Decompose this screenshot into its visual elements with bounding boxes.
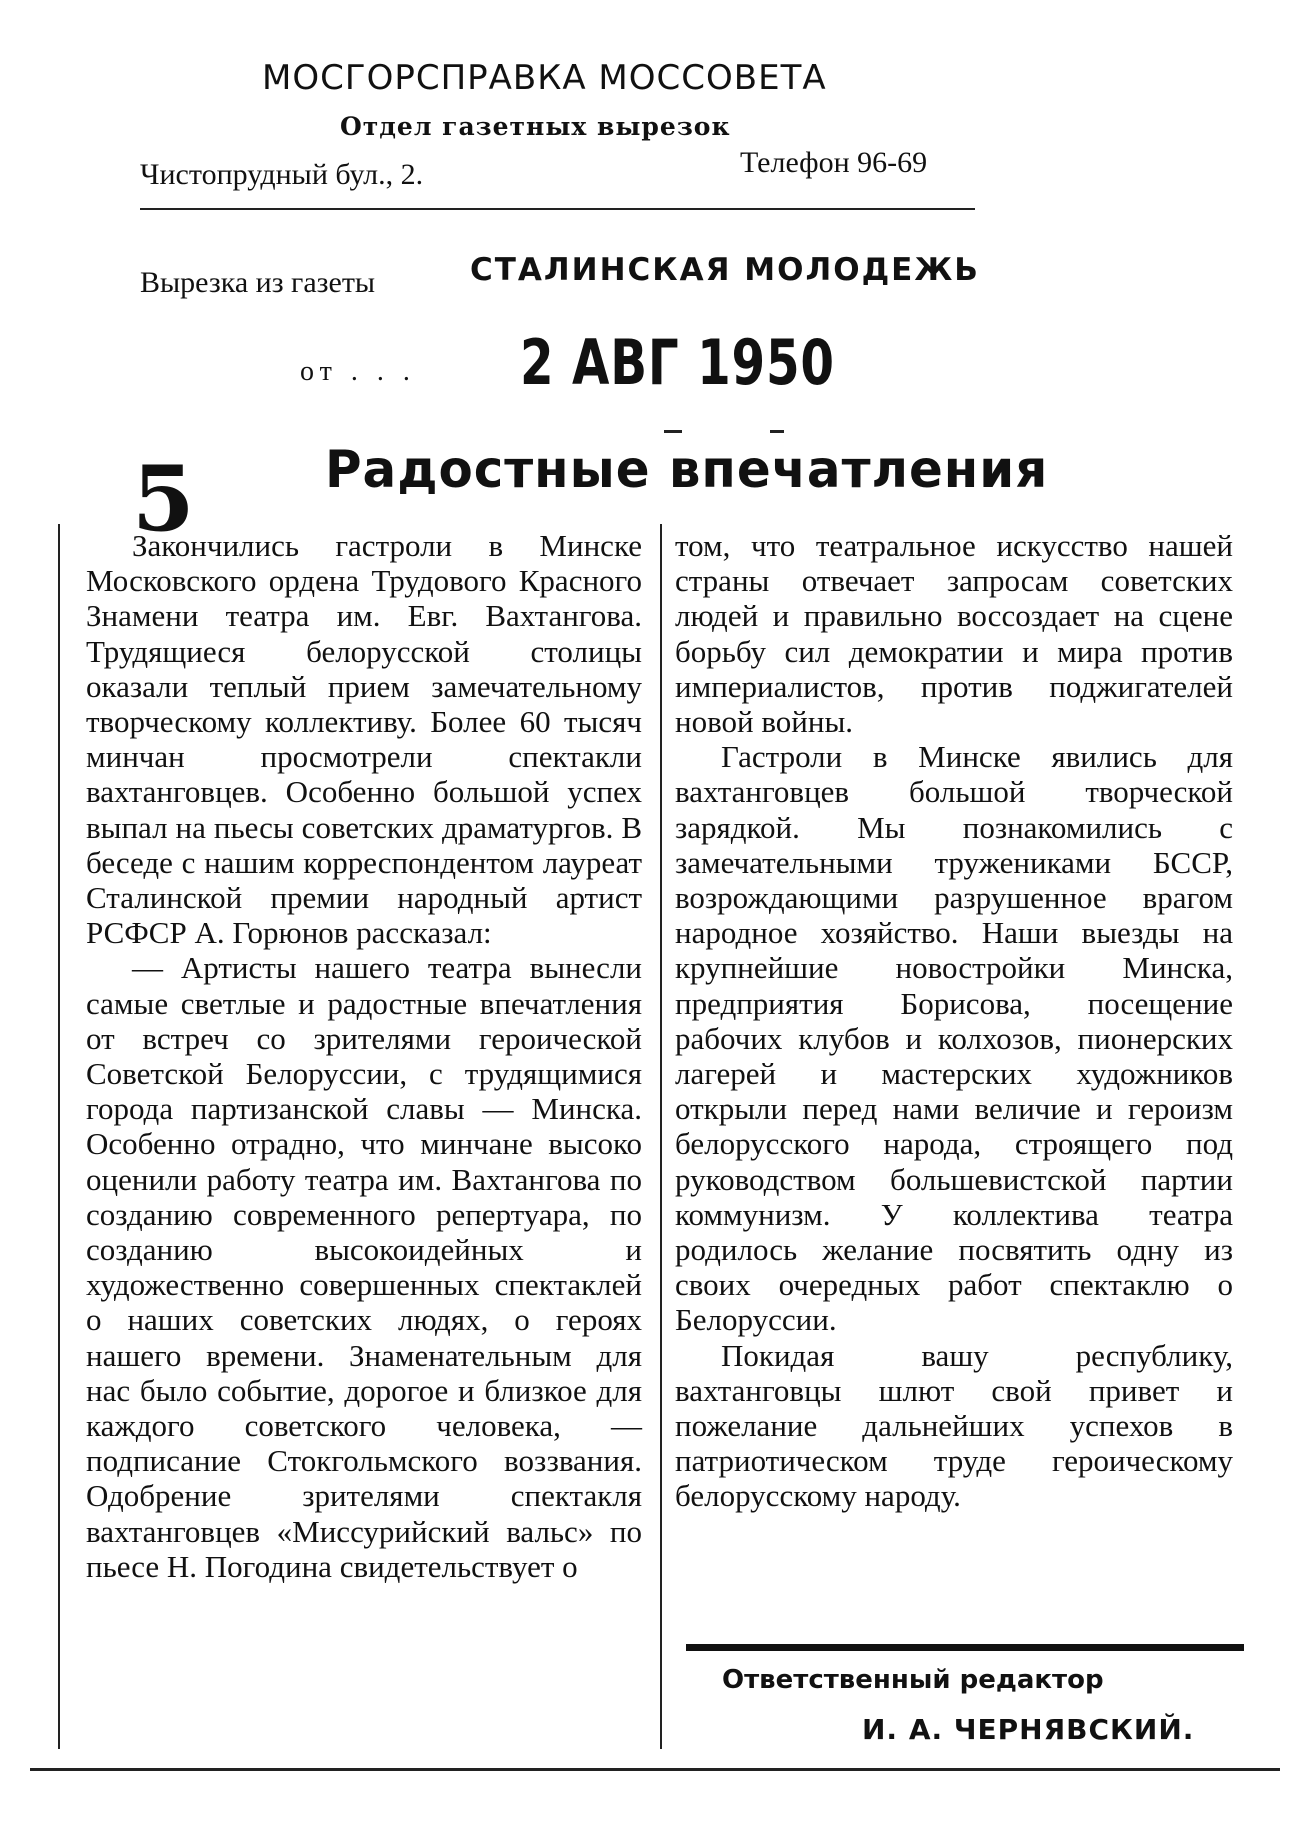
department-name: Отдел газетных вырезок: [340, 112, 731, 141]
paragraph: — Артисты нашего театра вынесли самые светлые и радостные впечатления от встреч со зрителями героической Советской Белоруссии, с трудящимися города партизанской славы — Минска. Особенно отрадно, что минчане высоко оценили работу театра им. Вахтангова по созданию современного репертуара, по созданию высокоидейных и художественно совершенных спектаклей о наших советских людях, о героях нашего времени. Знаменательным для нас было событие, дорогое и близкое для каждого советского человека, — подписание Стокгольмского воззвания. Одобрение зрителями спектакля вахтанговцев «Миссурийский вальс» по пьесе Н. Погодина свидетельствует о: [86, 950, 642, 1584]
agency-name: МОСГОРСПРАВКА МОССОВЕТА: [262, 58, 827, 98]
date-prefix: от . . .: [300, 356, 416, 387]
column-rule-middle: [660, 524, 662, 1749]
paragraph: Гастроли в Минске явились для вахтанговцев большой творческой зарядкой. Мы познакомились с замечательными тружениками БССР, возрождающими разрушенное врагом народное хозяйство. Наши выезды на крупнейшие новостройки Минска, предприятия Борисова, посещение рабочих клубов и колхозов, пионерских лагерей и мастерских художников открыли перед нами величие и героизм белорусского народа, строящего под руководством большевистской партии коммунизм. У коллектива театра родилось желание посвятить одну из своих очередных работ спектаклю о Белоруссии.: [675, 739, 1233, 1338]
clip-source-label: Вырезка из газеты: [140, 266, 376, 299]
stamp-divider: [140, 208, 975, 210]
newspaper-name: СТАЛИНСКАЯ МОЛОДЕЖЬ: [470, 252, 980, 288]
date-underline-mark: [664, 430, 682, 433]
column-rule-left: [58, 524, 60, 1749]
signature-rule: [686, 1644, 1244, 1651]
date-underline-mark: [770, 430, 784, 433]
article-title: Радостные впечатления: [325, 440, 1049, 500]
editor-label: Ответственный редактор: [722, 1665, 1104, 1695]
bottom-rule: [30, 1768, 1280, 1771]
paragraph: Покидая вашу республику, вахтанговцы шлют свой привет и пожелание дальнейших успехов в патриотическом труде героическому белорусскому народу.: [675, 1337, 1233, 1514]
agency-phone: Телефон 96-69: [740, 146, 928, 179]
paragraph: Закончились гастроли в Минске Московского ордена Трудового Красного Знамени театра им. Евг. Вахтангова. Трудящиеся белорусской столицы оказали теплый прием замечательному творческому коллективу. Более 60 тысяч минчан просмотрели спектакли вахтанговцев. Особенно большой успех выпал на пьесы советских драматургов. В беседе с нашим корреспондентом лауреат Сталинской премии народный артист РСФСР А. Горюнов рассказал:: [86, 528, 642, 951]
article-column-right: [675, 528, 1233, 1514]
article-column-left: [86, 528, 642, 1584]
paragraph: том, что театральное искусство нашей страны отвечает запросам советских людей и правильно воссоздает на сцене борьбу сил демократии и мира против империалистов, против поджигателей новой войны.: [675, 528, 1233, 740]
editor-name: И. А. ЧЕРНЯВСКИЙ.: [862, 1713, 1195, 1746]
agency-address: Чистопрудный бул., 2.: [140, 158, 424, 191]
handwritten-number: 5: [132, 446, 195, 552]
clip-date: 2 АВГ 1950: [520, 326, 835, 399]
